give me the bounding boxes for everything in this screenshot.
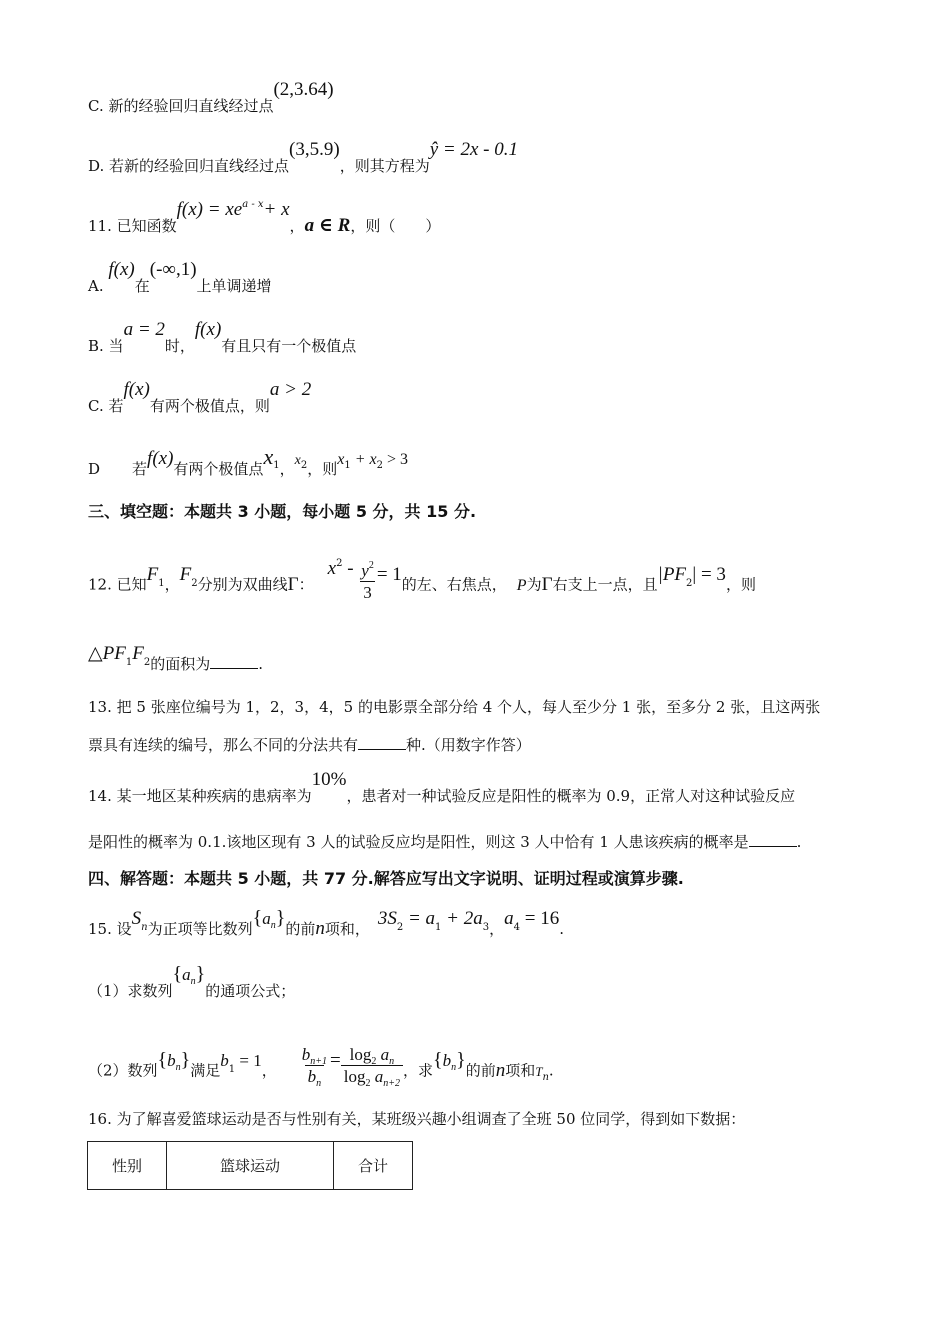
q11-sep: ， <box>289 217 305 235</box>
q14-line2b: . <box>796 833 802 851</box>
q11-end: ，则（ ） <box>350 217 441 235</box>
q15-p2f: . <box>548 1061 554 1080</box>
q12-triangle2: F <box>132 643 144 664</box>
q15-log-den-a: a <box>370 1067 384 1086</box>
q11-b-cond: a = 2 <box>123 319 165 340</box>
q15-frac-num: b <box>301 1045 311 1064</box>
q11-a-interval: (-∞,1) <box>149 259 197 280</box>
q12-x2: x <box>327 557 337 579</box>
q11-c-func: f(x) <box>123 379 150 400</box>
q12-colon: ： <box>298 575 314 594</box>
q12-fraction: $\frac{y^2}{3}$ <box>361 560 374 602</box>
q10-d-text: D. 若新的经验回归直线经过点 <box>88 157 290 175</box>
q11-func-tail: + x <box>263 199 290 220</box>
q11-option-c <box>88 379 880 415</box>
q15-end: . <box>559 920 565 938</box>
q15-p1a: （1）求数列 <box>88 982 173 1000</box>
q15-bn: b <box>167 1050 176 1070</box>
q11-a-func: f(x) <box>108 259 135 280</box>
q15-bn2: b <box>442 1050 452 1070</box>
q15-stem-text: 15. 设 <box>88 920 132 938</box>
q12-area: 的面积为 <box>150 655 211 673</box>
q11-d-x2: x <box>294 453 301 468</box>
q13-line2a: 票具有连续的编号，那么不同的分法共有 <box>88 736 359 754</box>
q10-d-point: (3,5.9) <box>289 139 340 160</box>
q12-triangle: △PF <box>88 643 126 664</box>
q11-option-a <box>88 259 880 295</box>
q16-stem: 16. 为了解喜爱篮球运动是否与性别有关，某班级兴趣小组调查了全班 50 位同学，得到如下数据： <box>88 1110 746 1128</box>
q15-ratio: $\frac{b_{n+1}}{b_n}$ <box>301 1045 328 1089</box>
q14-line1 <box>88 769 880 805</box>
q12-den: 3 <box>360 581 375 601</box>
q11-d-if: 若 <box>132 460 148 478</box>
q15-an: a <box>262 909 271 928</box>
q15-log-num: log <box>349 1045 372 1064</box>
q14-answer-blank[interactable] <box>749 845 797 847</box>
q15-n: n <box>315 918 325 939</box>
q11-stem <box>88 199 880 236</box>
q15-mid2: 的前 <box>285 920 316 938</box>
q15-log-den: log <box>343 1067 366 1086</box>
q15-t: T <box>535 1063 543 1079</box>
section3-title: 三、填空题：本题共 3 小题，每小题 5 分，共 15 分. <box>88 502 477 521</box>
q12-mid: 分别为双曲线 <box>197 575 288 594</box>
q15-p2e: 项和 <box>505 1061 536 1080</box>
q12-eq: = 1 <box>376 563 402 585</box>
q15-part2-seq2: $\{b_n\}$ <box>432 1048 466 1073</box>
q15-eq1: 3S <box>377 908 397 929</box>
q11-param: a ∈ R <box>304 215 351 236</box>
q15-p2d: 的前 <box>465 1061 496 1080</box>
q11-c-mid: 有两个极值点，则 <box>149 397 270 415</box>
q11-b-label: B. 当 <box>88 337 124 355</box>
q12-gamma: Γ <box>287 573 299 595</box>
section4-title: 四、解答题：本题共 5 小题，共 77 分.解答应写出文字说明、证明过程或演算步骤. <box>88 869 684 888</box>
q11-b-func: f(x) <box>194 319 222 340</box>
q15-stem: 15. 设$S^n$为正项等比数列$\{a_n\}$的前n项和， $3S^2 = a^1 + 2a^3$，$a^4 = 16$. <box>88 907 565 939</box>
q15-part2: （2）数列$\{b_n\}$满足$b^1 = 1$， $\frac{b_{n+1}}{b_n}$ = $\frac{\log_2 a_n}{\log_2 a_{n+2}}$ ，求$\{b_n\}$的前n项和$T_n$. <box>88 1045 554 1089</box>
q14-rate: 10% <box>311 769 347 790</box>
q11-a-label: A. <box>88 277 109 295</box>
q15-eq2b: = 16 <box>520 908 560 929</box>
q11-option-d: D 若f(x)有两个极值点$x^1$，$x^2$，则$x^1 + x^2 > 3$ <box>88 444 408 478</box>
q12-minus: - <box>342 557 359 579</box>
q15-p1b: 的通项公式； <box>205 982 296 1000</box>
q11-b-tail: 有且只有一个极值点 <box>221 337 357 355</box>
q11-d-x1: x <box>263 444 274 469</box>
q14-line1b: ，患者对一种试验反应是阳性的概率为 0.9，正常人对这种试验反应 <box>346 787 796 805</box>
q11-func: f(x) = xe <box>176 199 243 220</box>
q11-d-plus: + x <box>350 451 377 468</box>
q15-sep2: ， <box>261 1061 277 1080</box>
table-header-gender: 性别 <box>88 1142 167 1190</box>
q14-line2a: 是阳性的概率为 0.1.该地区现有 3 人的试验反应均是阳性，则这 3 人中恰有 1 人患该疾病的概率是 <box>88 833 749 851</box>
q15-part2-seq: $\{b_n\}$ <box>157 1048 191 1073</box>
q12-gamma2: Γ <box>541 573 553 595</box>
q15-log-num-a: a <box>376 1045 390 1064</box>
q12-mid2: 的左、右焦点， <box>401 575 507 594</box>
q15-p2c: ，求 <box>402 1061 433 1080</box>
q11-a-tail: 上单调递增 <box>196 277 272 295</box>
q13-line2b: 种.（用数字作答） <box>406 736 531 754</box>
table-header-total: 合计 <box>334 1142 413 1190</box>
q11-d-sep: ， <box>279 460 295 478</box>
q11-d-then: ，则 <box>307 460 338 478</box>
q15-eq1c: + 2a <box>441 908 483 929</box>
q15-log-ratio: $\frac{\log_2 a_n}{\log_2 a_{n+2}}$ <box>341 1046 403 1085</box>
q15-part2-n: n <box>495 1059 506 1081</box>
q12-f1: F <box>146 563 159 585</box>
q15-p2a: （2）数列 <box>88 1061 158 1080</box>
q12-mid4: 右支上一点，且 <box>552 575 658 594</box>
q13-line2 <box>88 738 880 753</box>
q12-abs: |PF <box>657 563 687 585</box>
q12-y2: y <box>361 561 369 580</box>
q12-answer-blank[interactable] <box>210 667 258 669</box>
q15-part1 <box>88 963 880 1000</box>
q12-then: ，则 <box>725 575 756 594</box>
q13-line1: 13. 把 5 张座位编号为 1，2，3，4，5 的电影票全部分给 4 个人，每人至少分 1 张，至多分 2 张，且这两张 <box>88 698 821 716</box>
q11-d-func: f(x) <box>147 448 174 469</box>
q12-stem: 12. 已知 <box>88 575 147 594</box>
q10-c-point: (2,3.64) <box>273 79 334 100</box>
q11-c-result: a > 2 <box>269 379 312 400</box>
q15-sep: ， <box>489 920 505 938</box>
q15-eq-sign: = <box>330 1049 341 1071</box>
q12-line1: 12. 已知$F^1$，$F^2$分别为双曲线Γ：$x^2$ - $\frac{y^2}{3}$ = 1的左、右焦点， P为Γ右支上一点，且$|PF^2| = 3$，则 <box>88 557 756 602</box>
q16-data-table <box>87 1141 413 1190</box>
q15-s: S <box>131 908 142 929</box>
q11-d-label: D <box>88 460 101 478</box>
q12-p: P <box>516 576 527 594</box>
q11-d-result-a: x <box>337 451 345 468</box>
q11-c-label: C. 若 <box>88 397 124 415</box>
q10-d-equation: ŷ = 2x - 0.1 <box>429 139 518 160</box>
q12-abs-end: | = 3 <box>692 563 726 585</box>
q11-func-exp: a - x <box>242 199 264 210</box>
q15-mid3: 项和， <box>324 920 370 938</box>
q11-option-b <box>88 319 880 355</box>
q15-part1-seq: $\{a_n\}$ <box>172 963 206 987</box>
q10-option-c <box>88 79 880 115</box>
q14-line1a: 14. 某一地区某种疾病的患病率为 <box>88 787 312 805</box>
q11-d-mid: 有两个极值点 <box>173 460 264 478</box>
q12-line2: $\triangle PF^1F^2$的面积为 . <box>88 643 263 673</box>
q15-b1: b <box>220 1050 229 1070</box>
q12-sep: ， <box>164 575 180 594</box>
q15-part1-an: a <box>182 965 191 984</box>
q10-option-d <box>88 139 880 175</box>
q15-s-sub: n <box>141 922 148 933</box>
q11-stem-text: 11. 已知函数 <box>88 217 177 235</box>
q11-a-in: 在 <box>134 277 150 295</box>
q10-d-mid: ，则其方程为 <box>339 157 430 175</box>
q11-d-result-b: > 3 <box>382 451 408 468</box>
q12-end: . <box>258 655 263 673</box>
q15-eq2: a <box>504 908 514 929</box>
table-header-basketball: 篮球运动 <box>167 1142 334 1190</box>
q15-p2b: 满足 <box>190 1061 221 1080</box>
q13-answer-blank[interactable] <box>358 748 406 750</box>
table-header-row <box>88 1142 413 1190</box>
q14-line2 <box>88 835 880 850</box>
q12-f2: F <box>179 563 192 585</box>
q15-frac-den: b <box>307 1067 317 1086</box>
q12-mid3: 为 <box>526 575 542 594</box>
q11-b-when: 时， <box>164 337 195 355</box>
q15-eq1b: = a <box>403 908 436 929</box>
q10-c-text: C. 新的经验回归直线经过点 <box>88 97 274 115</box>
q15-mid: 为正项等比数列 <box>147 920 253 938</box>
q15-b1-eq: = 1 <box>235 1050 262 1070</box>
q15-seq-an: $\{a_n\}$ <box>252 907 286 931</box>
